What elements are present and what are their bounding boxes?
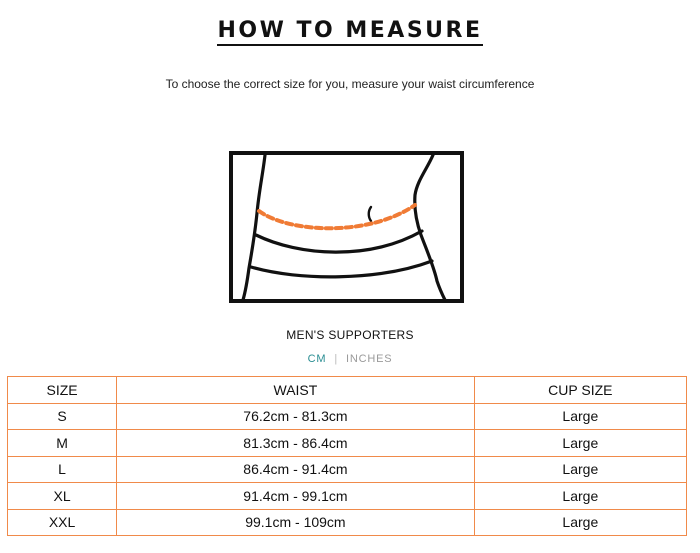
table-row: [8, 456, 687, 483]
page-subtitle: To choose the correct size for you, measure your waist circumference: [165, 77, 535, 91]
unit-cm-button[interactable]: CM: [307, 353, 327, 365]
table-row: [8, 430, 687, 457]
unit-inches-button[interactable]: INCHES: [346, 353, 393, 365]
cell-size: XXL: [8, 509, 117, 536]
header-waist: WAIST: [117, 377, 475, 404]
cell-cup-size: Large: [474, 456, 686, 483]
page-title-wrap: [0, 18, 700, 43]
cell-waist: 99.1cm - 109cm: [117, 509, 475, 536]
table-row: [8, 509, 687, 536]
section-title: MEN'S SUPPORTERS: [286, 328, 414, 342]
header-cup-size: CUP SIZE: [474, 377, 686, 404]
page-title: HOW TO MEASURE: [217, 18, 482, 46]
cell-cup-size: Large: [474, 430, 686, 457]
cell-waist: 76.2cm - 81.3cm: [117, 403, 475, 430]
cell-size: M: [8, 430, 117, 457]
cell-waist: 81.3cm - 86.4cm: [117, 430, 475, 457]
unit-toggle: [0, 353, 700, 365]
cell-size: XL: [8, 483, 117, 510]
unit-separator: |: [334, 353, 338, 365]
cell-cup-size: Large: [474, 403, 686, 430]
cell-waist: 91.4cm - 99.1cm: [117, 483, 475, 510]
table-header-row: [8, 377, 687, 404]
cell-size: L: [8, 456, 117, 483]
cell-size: S: [8, 403, 117, 430]
header-size: SIZE: [8, 377, 117, 404]
cell-waist: 86.4cm - 91.4cm: [117, 456, 475, 483]
table-row: [8, 403, 687, 430]
cell-cup-size: Large: [474, 483, 686, 510]
waist-measure-illustration: [229, 151, 464, 303]
cell-cup-size: Large: [474, 509, 686, 536]
table-row: [8, 483, 687, 510]
size-table: [7, 376, 687, 536]
